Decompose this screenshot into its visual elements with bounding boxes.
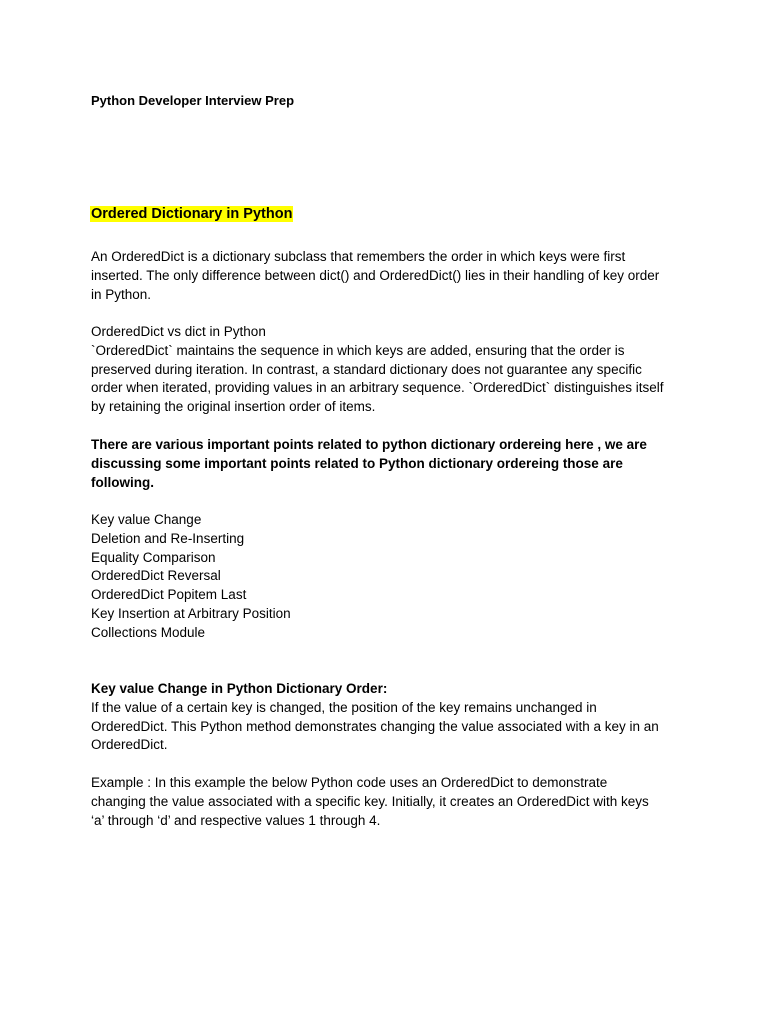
section-heading <box>90 205 293 224</box>
list-item: OrderedDict Popitem Last <box>91 587 247 603</box>
points-intro-paragraph <box>91 436 691 492</box>
example-paragraph <box>91 774 691 830</box>
comparison-line: OrderedDict vs dict in Python <box>91 324 266 339</box>
highlighted-heading-text: Ordered Dictionary in Python <box>91 206 293 222</box>
key-change-heading: Key value Change in Python Dictionary Order: <box>91 681 388 696</box>
intro-paragraph <box>91 248 691 304</box>
comparison-line: `OrderedDict` maintains the sequence in which keys are added, ensuring that the order is <box>91 342 625 358</box>
comparison-line: by retaining the original insertion order of items. <box>91 399 376 415</box>
points-intro-line: There are various important points related to python dictionary ordereing here , we are <box>91 437 647 452</box>
list-item: OrderedDict Reversal <box>91 568 221 584</box>
list-item: Collections Module <box>91 624 206 640</box>
list-item: Equality Comparison <box>91 549 216 565</box>
intro-line: inserted. The only difference between dict() and OrderedDict() lies in their handling of key order <box>91 267 660 283</box>
intro-line: in Python. <box>91 286 152 302</box>
document-title: Python Developer Interview Prep <box>91 93 295 108</box>
key-change-line: OrderedDict. <box>91 737 168 753</box>
list-item: Key Insertion at Arbitrary Position <box>91 605 291 621</box>
points-intro-line: discussing some important points related to Python dictionary ordereing those are <box>91 455 623 471</box>
key-change-line: OrderedDict. This Python method demonstrates changing the value associated with a key in an <box>91 718 659 734</box>
example-line: changing the value associated with a specific key. Initially, it creates an OrderedDict with keys <box>91 793 649 809</box>
comparison-line: order when iterated, providing values in an arbitrary sequence. `OrderedDict` distinguishes itself <box>91 380 664 396</box>
key-change-line: If the value of a certain key is changed, the position of the key remains unchanged in <box>91 699 597 715</box>
key-change-section <box>91 680 691 755</box>
points-list <box>91 511 291 643</box>
example-line: Example : In this example the below Python code uses an OrderedDict to demonstrate <box>91 775 608 790</box>
example-line: ‘a’ through ‘d’ and respective values 1 through 4. <box>91 812 381 828</box>
comparison-paragraph <box>91 323 691 417</box>
points-intro-line: following. <box>91 474 154 490</box>
intro-line: An OrderedDict is a dictionary subclass that remembers the order in which keys were first <box>91 249 626 264</box>
comparison-line: preserved during iteration. In contrast, a standard dictionary does not guarantee any specific <box>91 361 642 377</box>
list-item: Deletion and Re-Inserting <box>91 530 245 546</box>
list-item: Key value Change <box>91 512 202 527</box>
